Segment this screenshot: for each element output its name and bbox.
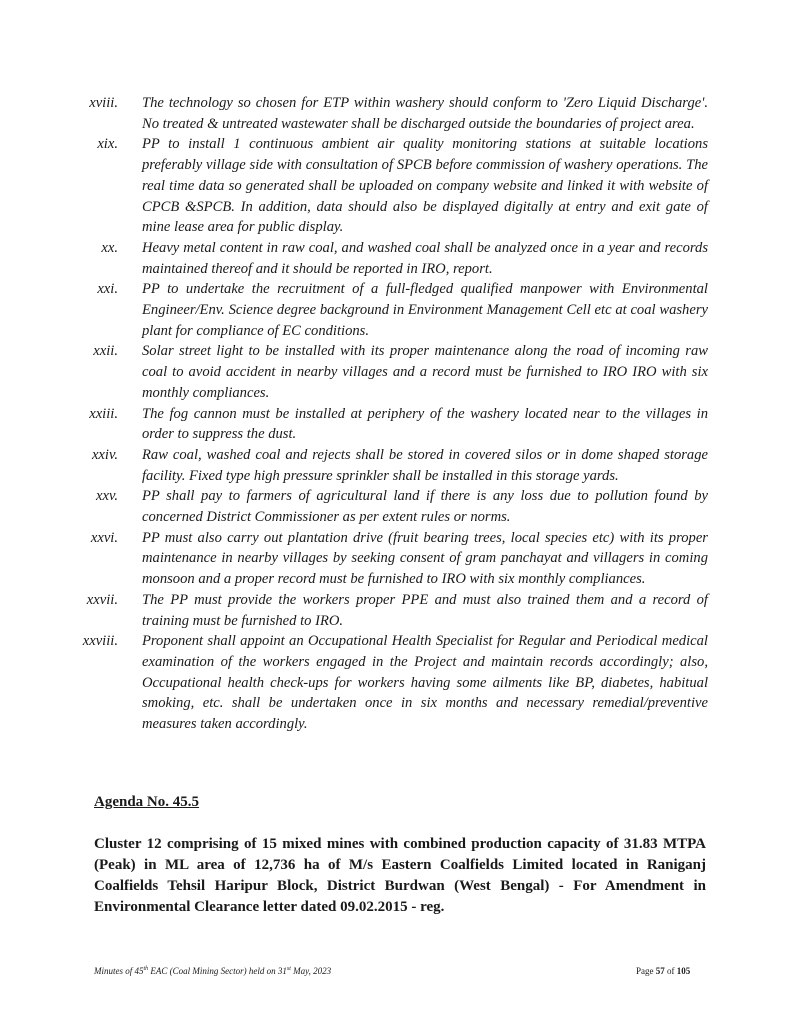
item-text: The PP must provide the workers proper PPE and must also trained them and a record of training must be furnished to IRO. — [142, 591, 708, 629]
footer-text: Minutes of 45 — [94, 966, 144, 976]
list-item — [72, 341, 712, 403]
list-item — [72, 486, 712, 527]
footer-text: May, 2023 — [290, 966, 332, 976]
item-number: xxii. — [93, 343, 118, 360]
footer-superscript: st — [286, 966, 291, 972]
list-item — [72, 445, 712, 486]
list-item — [72, 528, 712, 590]
item-text: Proponent shall appoint an Occupational Health Specialist for Regular and Periodical medical examination of the workers engaged in the Project and maintain records accordingly; also, Occupational health check-ups for workers having some ailments like BP, diabetes, habitual smoking, etc. shall be undertaken once in six months and necessary remedial/preventive measures taken accordingly. — [142, 633, 708, 733]
total-pages: 105 — [676, 966, 691, 976]
item-number: xviii. — [89, 95, 118, 111]
page-of-label: of — [664, 966, 677, 976]
page-number — [636, 966, 690, 976]
list-item — [72, 279, 712, 341]
conditions-list — [72, 93, 712, 735]
item-number: xxiii. — [89, 405, 118, 422]
list-item — [72, 404, 712, 445]
item-text: PP must also carry out plantation drive (fruit bearing trees, local species etc) with its proper maintenance in nearby villages by seeking consent of gram panchayat and villagers in coming monsoon and a proper record must be furnished to IRO with six monthly compliances. — [142, 529, 708, 588]
item-number: xxi. — [97, 281, 118, 298]
item-text: PP to undertake the recruitment of a full-fledged qualified manpower with Environmental Engineer/Env. Science degree background in Environment Management Cell etc at coal washery plant for compliance of EC conditions. — [142, 281, 708, 339]
item-text: PP shall pay to farmers of agricultural land if there is any loss due to pollution found by concerned District Commissioner as per extent rules or norms. — [142, 488, 708, 526]
footer-text: EAC (Coal Mining Sector) held on 31 — [148, 966, 287, 976]
item-number: xxvii. — [86, 591, 118, 608]
item-number: xxviii. — [82, 633, 118, 650]
footer-superscript: th — [143, 966, 149, 972]
item-text: PP to install 1 continuous ambient air quality monitoring stations at suitable locations preferably village side with consultation of SPCB before commission of washery operations. The real time data so generated shall be uploaded on company website and linked it with website of CPCB &SPCB. In addition, data should also be displayed digitally at entry and exit gate of mine lease area for public display. — [142, 136, 708, 236]
agenda-heading: Agenda No. 45.5 — [94, 794, 200, 810]
item-text: The fog cannon must be installed at periphery of the washery located near to the villages in order to suppress the dust. — [142, 405, 708, 443]
item-text: Solar street light to be installed with its proper maintenance along the road of incoming raw coal to avoid accident in nearby villages and a record must be furnished to IRO IRO with six monthly compliances. — [142, 343, 708, 401]
item-number: xxvi. — [90, 529, 118, 546]
item-number: xix. — [97, 136, 118, 153]
current-page: 57 — [655, 966, 665, 976]
item-text: The technology so chosen for ETP within washery should conform to 'Zero Liquid Discharge'. No treated & untreated wastewater shall be discharged outside the boundaries of project area. — [142, 95, 708, 132]
item-text: Raw coal, washed coal and rejects shall be stored in covered silos or in dome shaped storage facility. Fixed type high pressure sprinkler shall be installed in this storage yards. — [142, 446, 708, 484]
list-item — [72, 590, 712, 631]
item-text: Heavy metal content in raw coal, and washed coal shall be analyzed once in a year and records maintained thereof and it should be reported in IRO, report. — [142, 239, 708, 277]
agenda-subject: Cluster 12 comprising of 15 mixed mines with combined production capacity of 31.83 MTPA (Peak) in ML area of 12,736 ha of M/s Eastern Coalfields Limited located in Raniganj Coalfields Tehsil Haripur Block, District Burdwan (West Bengal) - For Amendment in Environmental Clearance letter dated 09.02.2015 - reg. — [94, 836, 706, 915]
list-item — [72, 238, 712, 279]
page-label: Page — [636, 966, 656, 976]
list-item — [72, 631, 712, 735]
item-number: xxv. — [96, 488, 118, 505]
list-item — [72, 93, 712, 134]
footer-meeting-info — [94, 966, 331, 976]
item-number: xx. — [101, 239, 118, 256]
list-item — [72, 134, 712, 238]
item-number: xxiv. — [91, 446, 118, 463]
